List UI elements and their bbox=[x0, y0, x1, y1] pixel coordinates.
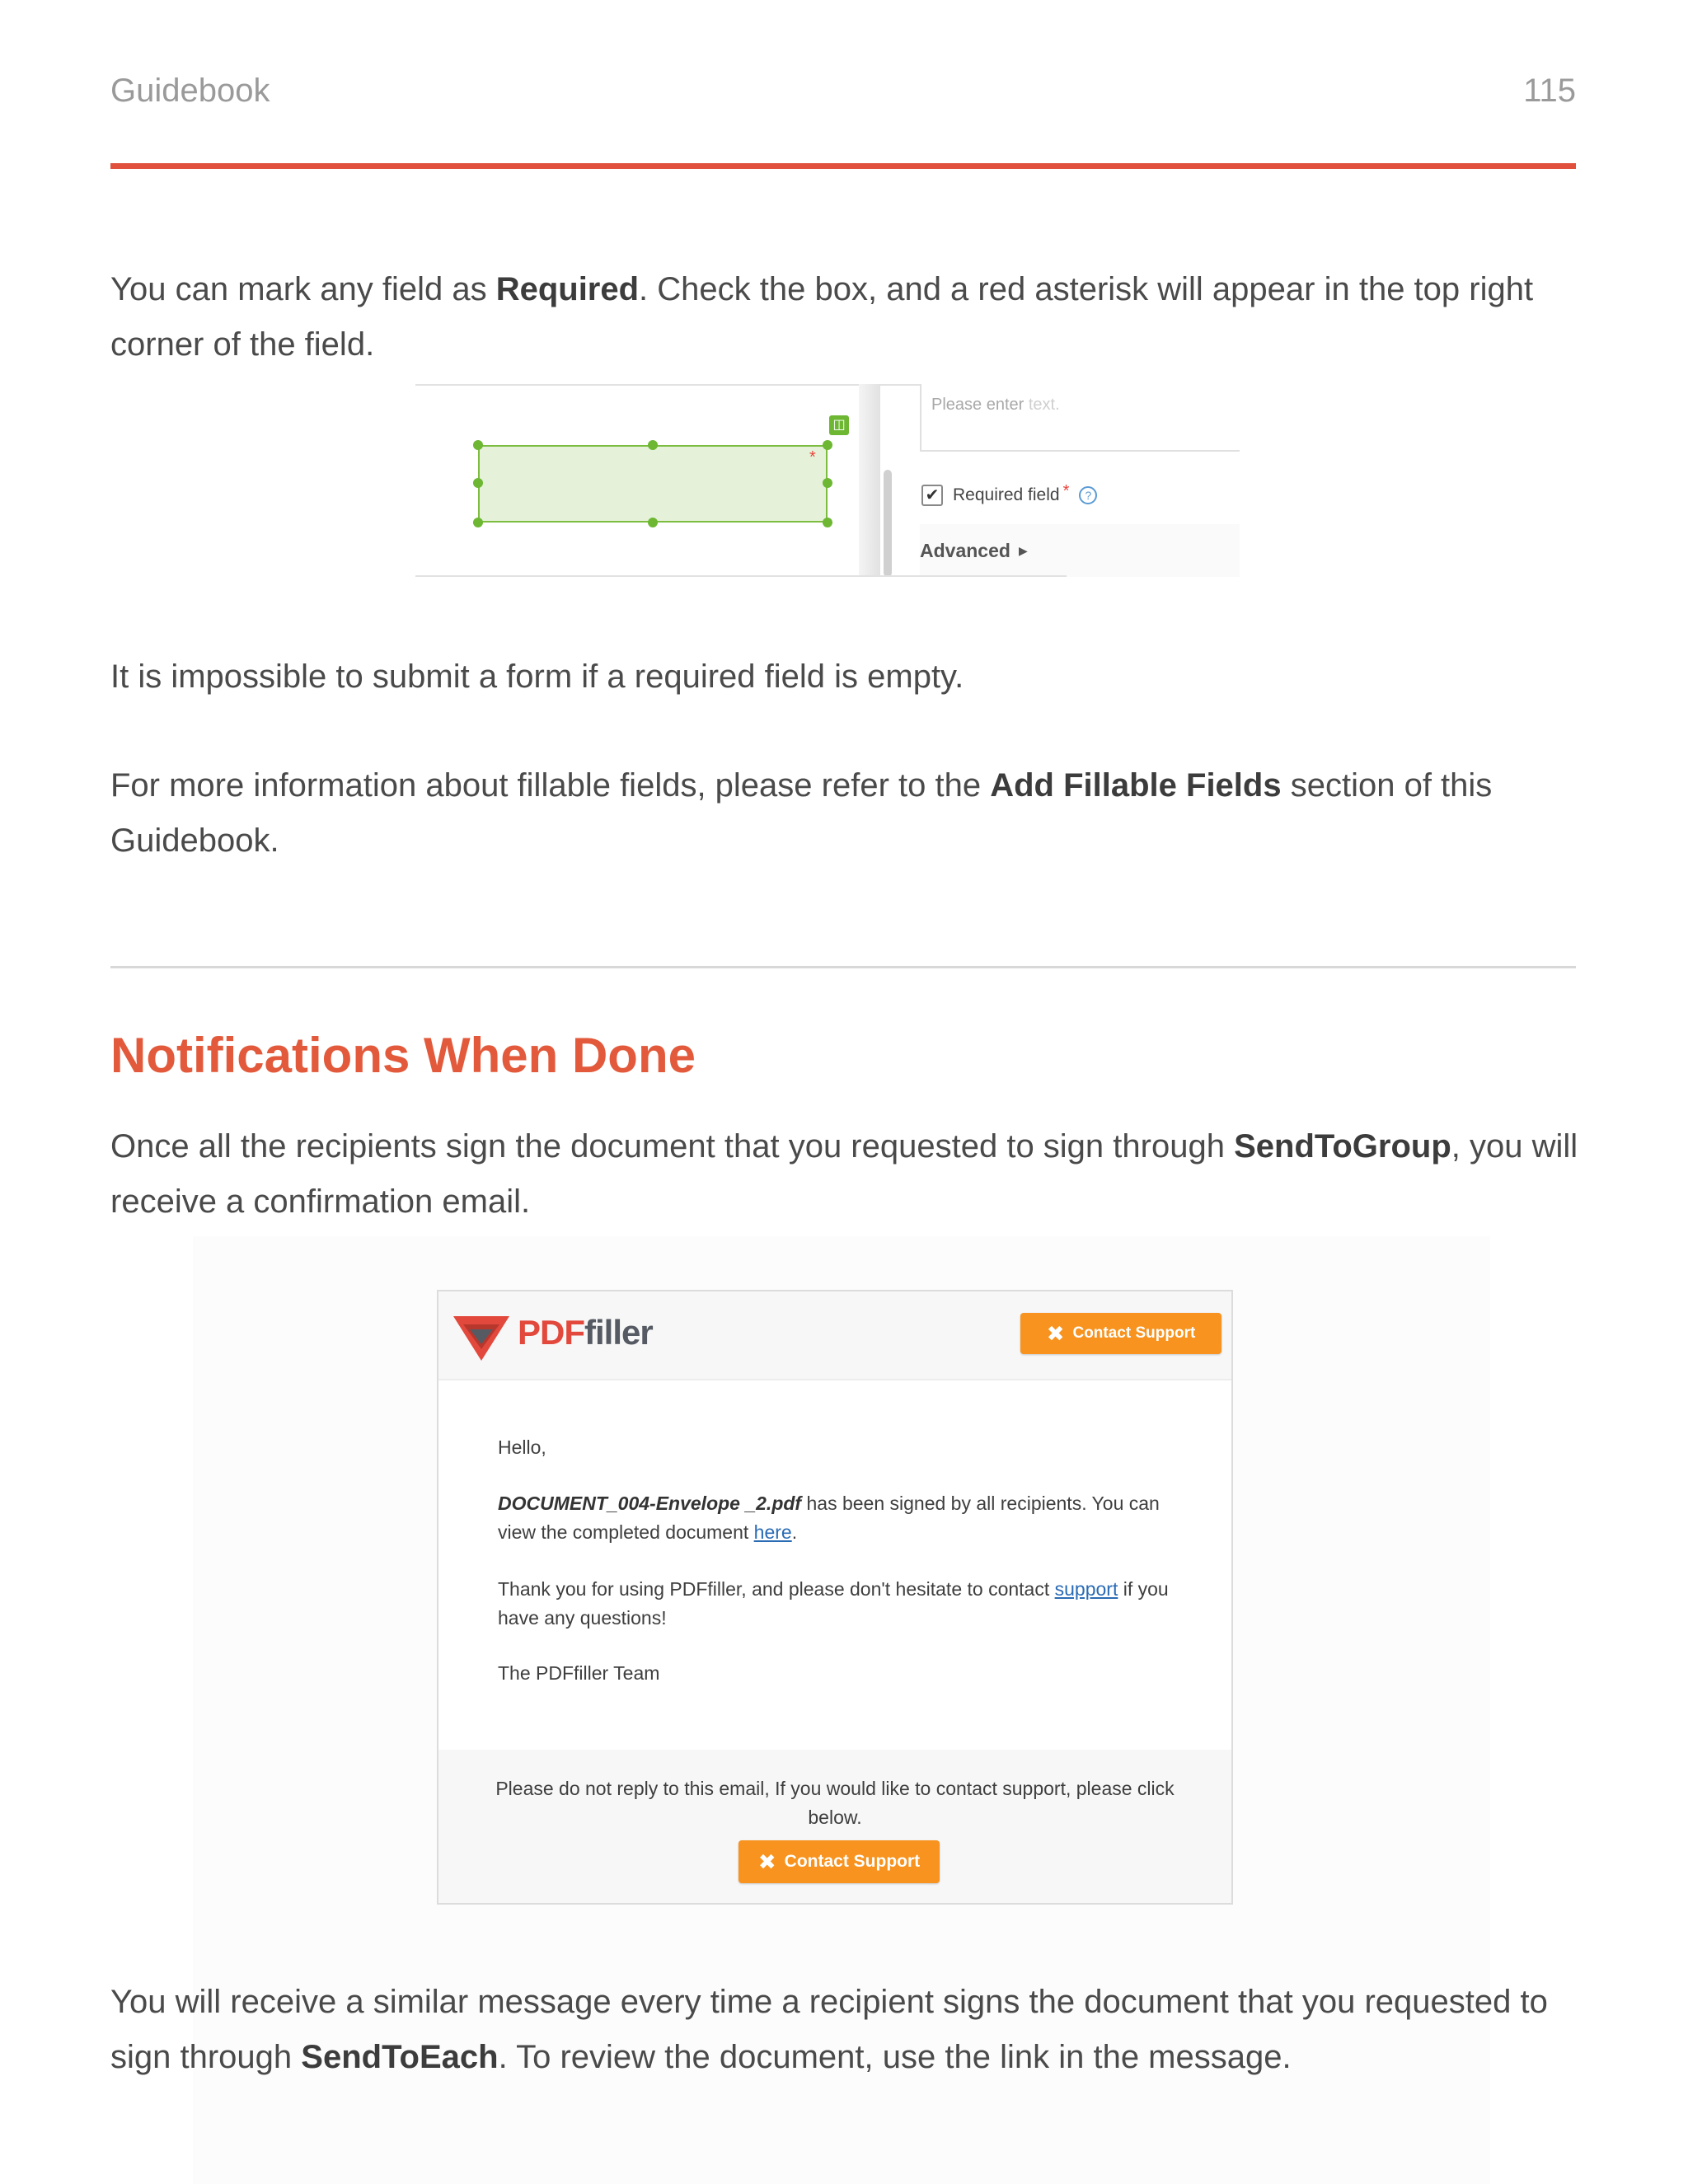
pdffiller-logo-text: PDFfiller bbox=[518, 1313, 653, 1352]
placeholder-text-input[interactable]: Please enter text. bbox=[920, 384, 1240, 452]
term-add-fillable-fields: Add Fillable Fields bbox=[990, 767, 1282, 804]
tools-icon: ✖ bbox=[757, 1849, 776, 1874]
resize-handle[interactable] bbox=[473, 440, 483, 450]
term-required: Required bbox=[495, 271, 640, 307]
running-header-title: Guidebook bbox=[110, 73, 270, 109]
here-link[interactable]: here bbox=[753, 1521, 792, 1543]
advanced-label: Advanced bbox=[920, 539, 1010, 561]
confirmation-email-screenshot bbox=[437, 1290, 1233, 1905]
email-thanks-message: Thank you for using PDFfiller, and please don't hesitate to contact support if you have any questions! bbox=[498, 1578, 1169, 1629]
support-link[interactable]: support bbox=[1054, 1578, 1118, 1600]
scrollbar-thumb[interactable] bbox=[884, 470, 892, 577]
document-name: DOCUMENT_004-Envelope _2.pdf bbox=[498, 1493, 802, 1514]
email-header bbox=[438, 1291, 1231, 1380]
resize-handle[interactable] bbox=[648, 518, 658, 527]
help-icon[interactable]: ? bbox=[1079, 486, 1097, 504]
required-label-asterisk: * bbox=[1062, 481, 1070, 500]
required-asterisk: * bbox=[809, 448, 816, 466]
paragraph-send-to-group: Once all the recipients sign the document that you requested to sign through SendToGroup, you will receive a confirmation email. bbox=[110, 1128, 1578, 1220]
required-field-option[interactable] bbox=[920, 463, 1233, 529]
advanced-toggle[interactable] bbox=[920, 524, 1240, 577]
section-separator bbox=[110, 966, 1576, 968]
footer-contact-support-button[interactable]: ✖ Contact Support bbox=[738, 1840, 940, 1883]
email-signed-message: DOCUMENT_004-Envelope _2.pdf has been signed by all recipients. You can view the completed document here. bbox=[498, 1493, 1160, 1543]
required-field-label: Required field bbox=[953, 485, 1060, 504]
fillable-field-box[interactable] bbox=[478, 445, 828, 523]
header-rule bbox=[110, 163, 1576, 169]
paragraph-more-info: For more information about fillable fields, please refer to the Add Fillable Fields section of this Guidebook. bbox=[110, 767, 1493, 859]
resize-handle[interactable] bbox=[648, 440, 658, 450]
paragraph-send-to-each: You will receive a similar message every time a recipient signs the document that you requested to sign through SendToEach. To review the document, use the link in the message. bbox=[110, 1984, 1548, 2075]
email-footer-text: Please do not reply to this email, If you would like to contact support, please click below. bbox=[495, 1778, 1175, 1828]
panel-divider bbox=[859, 384, 880, 577]
email-signoff: The PDFfiller Team bbox=[498, 1662, 660, 1684]
term-send-to-each: SendToEach bbox=[301, 2039, 499, 2075]
email-greeting: Hello, bbox=[498, 1436, 546, 1458]
pdffiller-logo-icon bbox=[453, 1313, 509, 1361]
contact-support-button[interactable]: ✖ Contact Support bbox=[1020, 1313, 1221, 1354]
resize-handle[interactable] bbox=[823, 440, 832, 450]
tools-icon: ✖ bbox=[1046, 1321, 1065, 1346]
trash-icon[interactable]: ◫ bbox=[829, 415, 849, 435]
required-checkbox[interactable]: ✔ bbox=[921, 485, 943, 506]
page-number: 115 bbox=[1523, 73, 1576, 109]
section-heading: Notifications When Done bbox=[110, 1028, 696, 1083]
figure-bottom-border bbox=[415, 575, 1067, 577]
paragraph-required-empty: It is impossible to submit a form if a required field is empty. bbox=[110, 658, 964, 695]
resize-handle[interactable] bbox=[823, 518, 832, 527]
required-field-screenshot bbox=[415, 384, 1240, 577]
resize-handle[interactable] bbox=[823, 478, 832, 488]
resize-handle[interactable] bbox=[473, 478, 483, 488]
paragraph-required: You can mark any field as Required. Check the box, and a red asterisk will appear in the top right corner of the field. bbox=[110, 271, 1534, 363]
term-send-to-group: SendToGroup bbox=[1234, 1128, 1451, 1165]
caret-right-icon: ▶ bbox=[1018, 543, 1028, 557]
resize-handle[interactable] bbox=[473, 518, 483, 527]
